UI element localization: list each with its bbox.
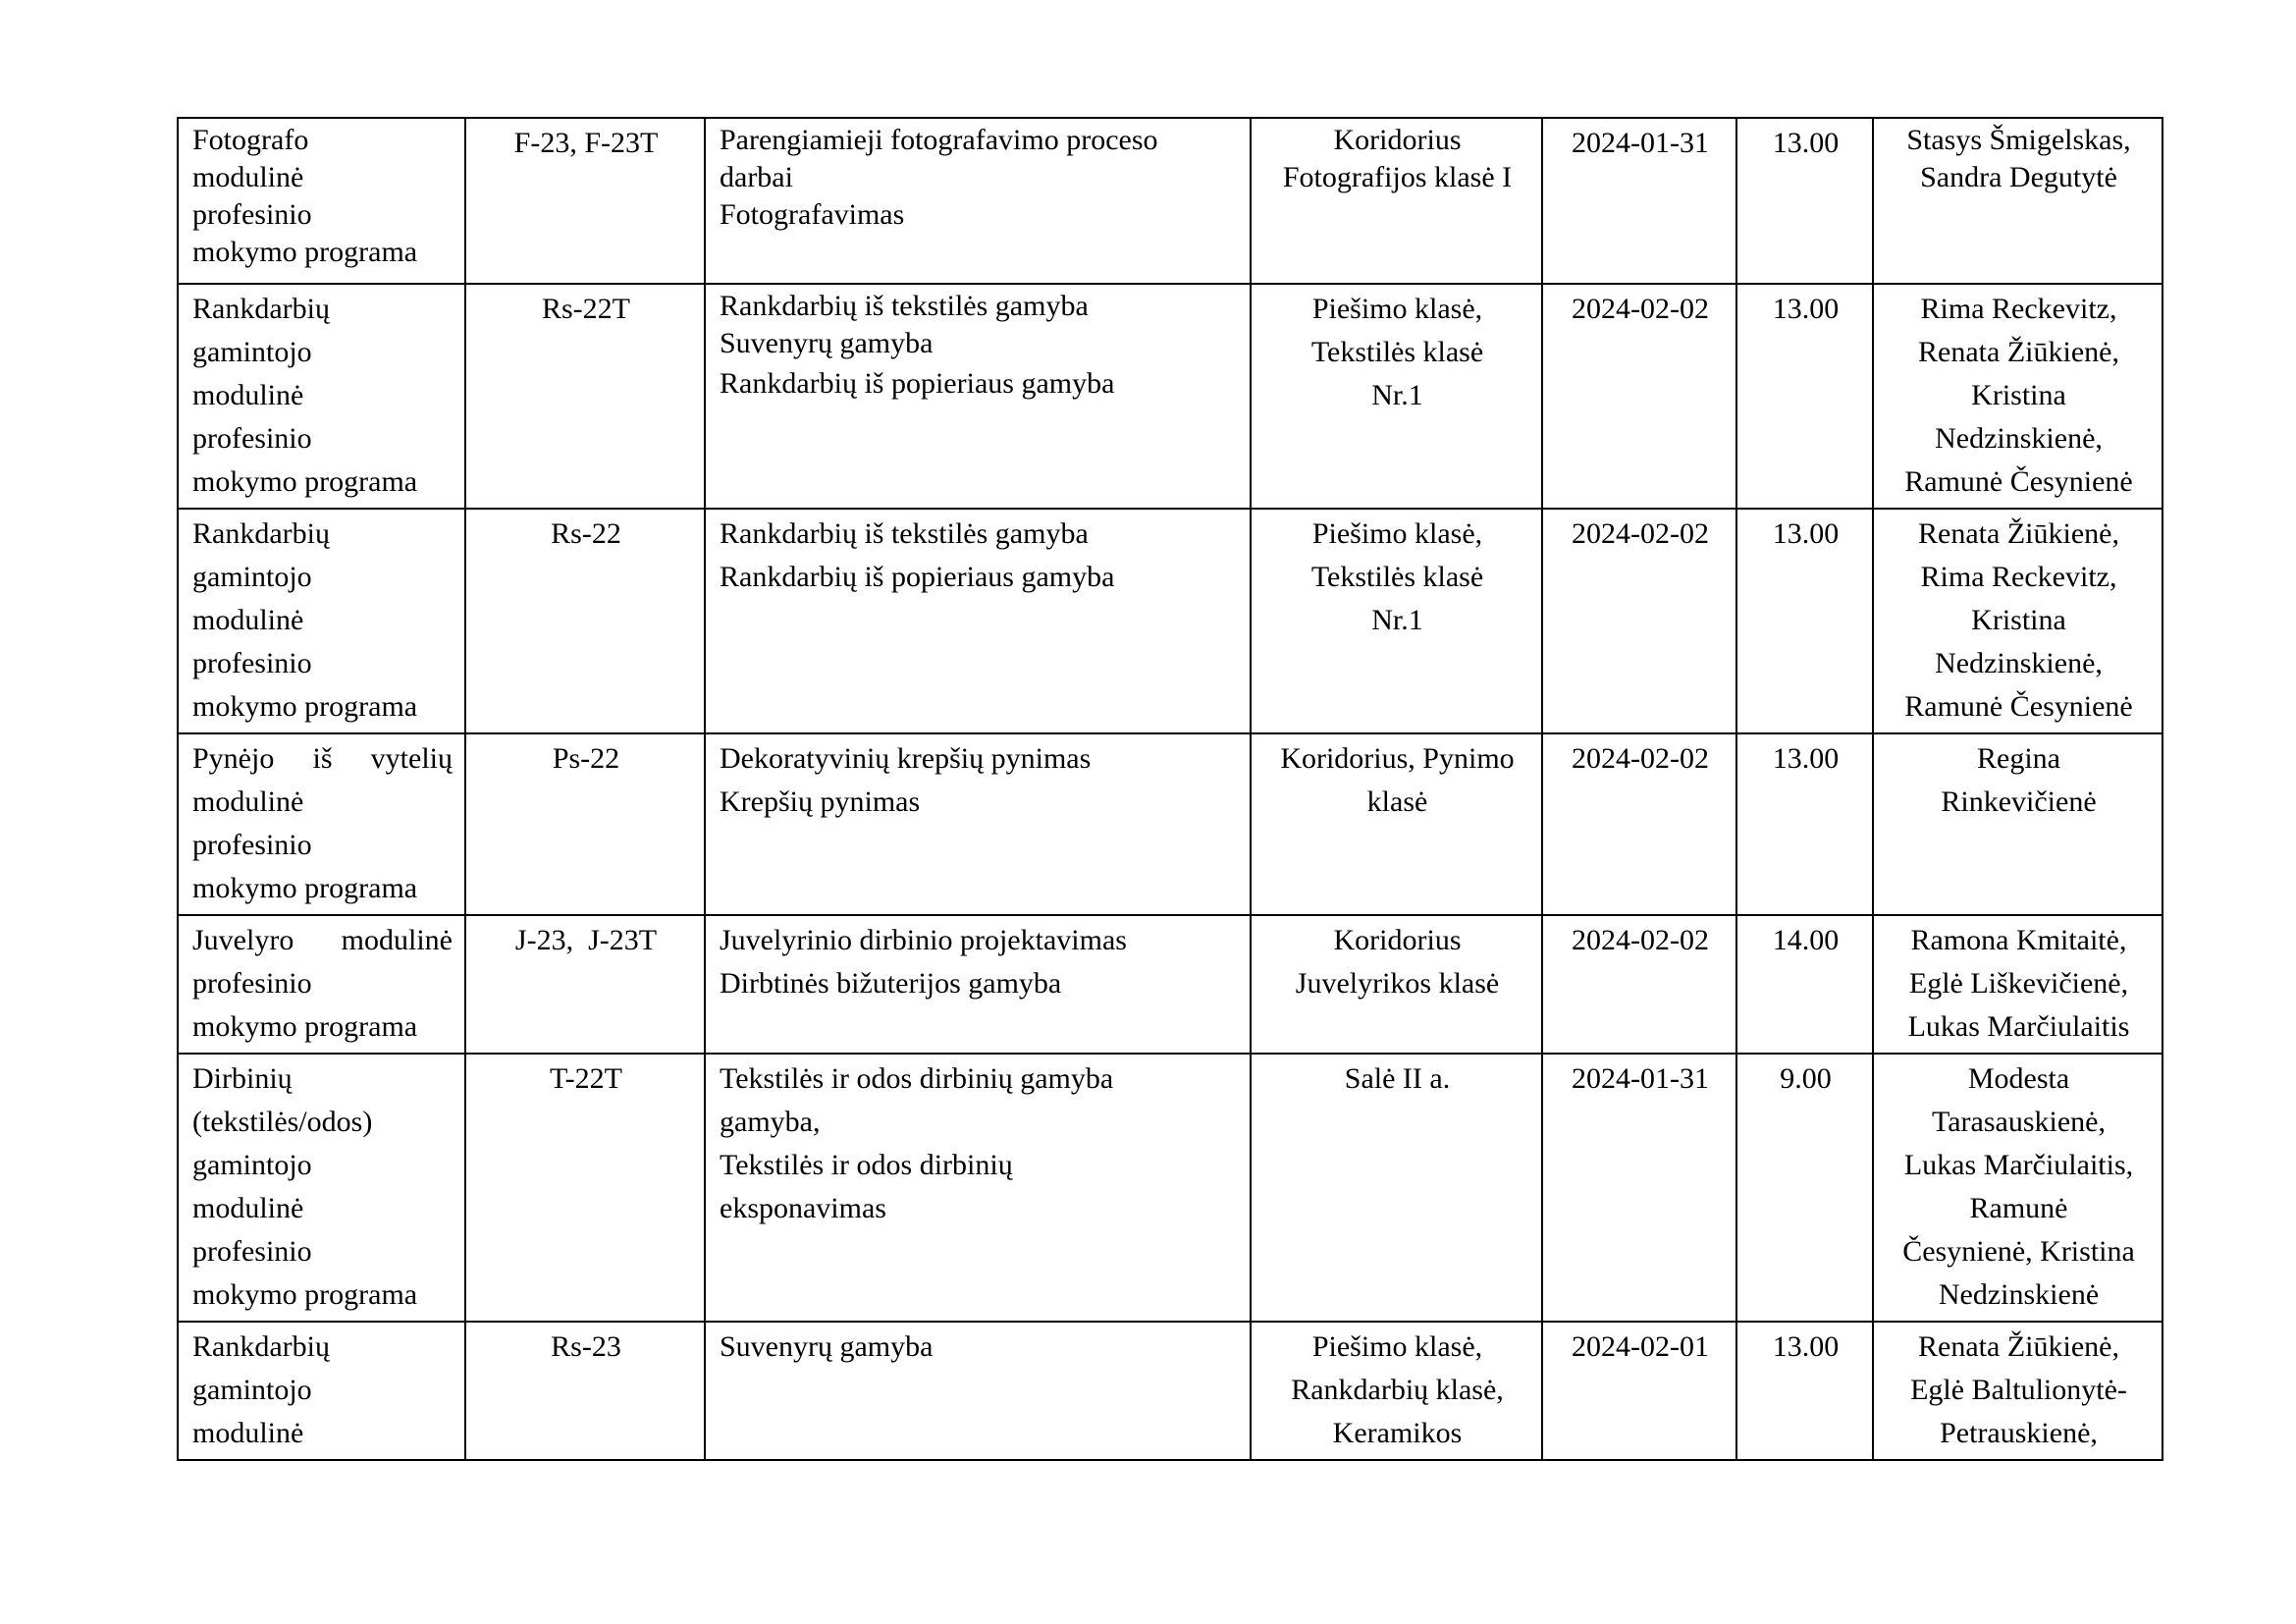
- room-line: Piešimo klasė,: [1311, 517, 1483, 550]
- program-cell: [178, 118, 465, 284]
- module-line: Dekoratyvinių krepšių pynimas: [720, 742, 1092, 775]
- program-line: Rankdarbių: [192, 1330, 330, 1363]
- table-row: [178, 1322, 2163, 1460]
- room-line: Salė II a.: [1344, 1062, 1451, 1095]
- person-line: Kristina: [1971, 604, 2066, 636]
- program-line: profesinio: [192, 1235, 312, 1268]
- program-line: Dirbinių: [192, 1062, 293, 1095]
- program-line: mokymo programa: [192, 1010, 418, 1043]
- program-line: gamintojo: [192, 1374, 312, 1406]
- modules-cell: [705, 509, 1251, 733]
- date-cell: 2024-02-02: [1542, 915, 1736, 1054]
- program-line: (tekstilės/odos): [192, 1106, 373, 1138]
- date-cell: 2024-02-01: [1542, 1322, 1736, 1460]
- room-line: Rankdarbių klasė,: [1291, 1374, 1504, 1406]
- people-cell: [1873, 1054, 2163, 1322]
- program-line: Fotografo: [192, 124, 309, 156]
- person-line: Rima Reckevitz,: [1920, 561, 2117, 593]
- program-line: gamintojo: [192, 561, 312, 593]
- table-row: [178, 284, 2163, 509]
- table-row: [178, 733, 2163, 915]
- program-line: mokymo programa: [192, 236, 418, 268]
- group-cell: Ps-22: [465, 733, 705, 915]
- modules-cell: [705, 1054, 1251, 1322]
- program-line: profesinio: [192, 422, 312, 455]
- program-line: modulinė: [192, 785, 304, 818]
- program-line: modulinė: [192, 379, 304, 411]
- program-line: profesinio: [192, 829, 312, 861]
- time-cell: 13.00: [1736, 1322, 1873, 1460]
- module-line: Tekstilės ir odos dirbinių gamyba: [720, 1062, 1114, 1095]
- module-line: Rankdarbių iš tekstilės gamyba: [720, 517, 1089, 550]
- date-cell: 2024-02-02: [1542, 284, 1736, 509]
- program-line: mokymo programa: [192, 872, 418, 904]
- module-line: Rankdarbių iš popieriaus gamyba: [720, 367, 1115, 400]
- person-line: Eglė Baltulionytė-: [1910, 1374, 2127, 1406]
- program-line: modulinė: [192, 1417, 304, 1449]
- time-cell: 13.00: [1736, 509, 1873, 733]
- person-line: Nedzinskienė: [1938, 1278, 2100, 1311]
- program-line: Juvelyro modulinė: [192, 924, 453, 956]
- person-line: Ramunė Česynienė: [1904, 465, 2133, 498]
- person-line: Stasys Šmigelskas,: [1906, 124, 2131, 156]
- program-line: mokymo programa: [192, 465, 418, 498]
- group-cell: Rs-23: [465, 1322, 705, 1460]
- room-line: klasė: [1366, 785, 1428, 818]
- program-line: modulinė: [192, 161, 304, 193]
- table-row: [178, 1054, 2163, 1322]
- table-row: [178, 118, 2163, 284]
- room-cell: [1251, 1322, 1542, 1460]
- person-line: Modesta: [1967, 1062, 2070, 1095]
- room-line: Piešimo klasė,: [1311, 1330, 1483, 1363]
- program-line: profesinio: [192, 647, 312, 679]
- modules-cell: [705, 284, 1251, 509]
- program-line: mokymo programa: [192, 690, 418, 723]
- person-line: Rinkevičienė: [1941, 785, 2097, 818]
- date-cell: 2024-01-31: [1542, 1054, 1736, 1322]
- room-line: Nr.1: [1371, 604, 1423, 636]
- time-cell: 9.00: [1736, 1054, 1873, 1322]
- room-cell: [1251, 1054, 1542, 1322]
- room-line: Koridorius: [1333, 124, 1462, 156]
- people-cell: [1873, 1322, 2163, 1460]
- room-line: Juvelyrikos klasė: [1295, 967, 1500, 1000]
- module-line: Rankdarbių iš tekstilės gamyba: [720, 290, 1089, 322]
- program-line: modulinė: [192, 604, 304, 636]
- program-line: modulinė: [192, 1192, 304, 1224]
- module-line: gamyba,: [720, 1106, 821, 1138]
- person-line: Česynienė, Kristina: [1902, 1235, 2135, 1268]
- room-line: Tekstilės klasė: [1310, 336, 1484, 368]
- program-line: Rankdarbių: [192, 517, 330, 550]
- room-cell: [1251, 509, 1542, 733]
- group-cell: Rs-22: [465, 509, 705, 733]
- room-line: Koridorius, Pynimo: [1280, 742, 1515, 775]
- room-line: Fotografijos klasė I: [1282, 161, 1513, 193]
- program-line: Pynėjo iš vytelių: [192, 742, 453, 775]
- module-line: Fotografavimas: [720, 198, 905, 231]
- person-line: Petrauskienė,: [1940, 1417, 2098, 1449]
- module-line: Rankdarbių iš popieriaus gamyba: [720, 561, 1115, 593]
- module-line: Parengiamieji fotografavimo proceso: [720, 124, 1158, 156]
- modules-cell: [705, 915, 1251, 1054]
- time-cell: 13.00: [1736, 118, 1873, 284]
- time-cell: 13.00: [1736, 284, 1873, 509]
- modules-cell: [705, 118, 1251, 284]
- person-line: Sandra Degutytė: [1920, 161, 2117, 193]
- module-line: darbai: [720, 161, 793, 193]
- room-cell: [1251, 118, 1542, 284]
- module-line: Suvenyrų gamyba: [720, 1330, 934, 1363]
- person-line: Eglė Liškevičienė,: [1908, 967, 2129, 1000]
- module-line: eksponavimas: [720, 1192, 886, 1224]
- program-cell: [178, 1322, 465, 1460]
- person-line: Renata Žiūkienė,: [1918, 1330, 2119, 1363]
- program-line: profesinio: [192, 198, 312, 231]
- date-cell: 2024-01-31: [1542, 118, 1736, 284]
- person-line: Nedzinskienė,: [1935, 422, 2103, 455]
- module-line: Suvenyrų gamyba: [720, 327, 934, 359]
- person-line: Ramona Kmitaitė,: [1910, 924, 2127, 956]
- room-line: Tekstilės klasė: [1310, 561, 1484, 593]
- person-line: Nedzinskienė,: [1935, 647, 2103, 679]
- modules-cell: [705, 733, 1251, 915]
- room-cell: [1251, 284, 1542, 509]
- program-cell: [178, 509, 465, 733]
- group-cell: F-23, F-23T: [465, 118, 705, 284]
- person-line: Tarasauskienė,: [1932, 1106, 2106, 1138]
- group-cell: Rs-22T: [465, 284, 705, 509]
- people-cell: [1873, 915, 2163, 1054]
- group-cell: J-23, J-23T: [465, 915, 705, 1054]
- program-line: profesinio: [192, 967, 312, 1000]
- room-line: Piešimo klasė,: [1311, 293, 1483, 325]
- modules-cell: [705, 1322, 1251, 1460]
- people-cell: [1873, 733, 2163, 915]
- program-cell: [178, 915, 465, 1054]
- room-cell: [1251, 733, 1542, 915]
- people-cell: [1873, 284, 2163, 509]
- person-line: Renata Žiūkienė,: [1918, 517, 2119, 550]
- date-cell: 2024-02-02: [1542, 509, 1736, 733]
- time-cell: 14.00: [1736, 915, 1873, 1054]
- module-line: Dirbtinės bižuterijos gamyba: [720, 967, 1062, 1000]
- module-line: Tekstilės ir odos dirbinių: [720, 1149, 1013, 1181]
- person-line: Rima Reckevitz,: [1920, 293, 2117, 325]
- person-line: Ramunė: [1969, 1192, 2068, 1224]
- people-cell: [1873, 118, 2163, 284]
- people-cell: [1873, 509, 2163, 733]
- room-line: Keramikos: [1332, 1417, 1463, 1449]
- program-cell: [178, 1054, 465, 1322]
- person-line: Ramunė Česynienė: [1904, 690, 2133, 723]
- date-cell: 2024-02-02: [1542, 733, 1736, 915]
- room-line: Koridorius: [1333, 924, 1462, 956]
- person-line: Kristina: [1971, 379, 2066, 411]
- group-cell: T-22T: [465, 1054, 705, 1322]
- table-row: [178, 915, 2163, 1054]
- program-cell: [178, 284, 465, 509]
- time-cell: 13.00: [1736, 733, 1873, 915]
- table-row: [178, 509, 2163, 733]
- module-line: Juvelyrinio dirbinio projektavimas: [720, 924, 1127, 956]
- program-line: Rankdarbių: [192, 293, 330, 325]
- program-line: gamintojo: [192, 1149, 312, 1181]
- room-cell: [1251, 915, 1542, 1054]
- person-line: Renata Žiūkienė,: [1918, 336, 2119, 368]
- program-line: mokymo programa: [192, 1278, 418, 1311]
- room-line: Nr.1: [1371, 379, 1423, 411]
- person-line: Lukas Marčiulaitis: [1907, 1010, 2130, 1043]
- exam-schedule-table: [177, 117, 2163, 1461]
- person-line: Regina: [1977, 742, 2060, 775]
- person-line: Lukas Marčiulaitis,: [1903, 1149, 2134, 1181]
- program-cell: [178, 733, 465, 915]
- module-line: Krepšių pynimas: [720, 785, 921, 818]
- program-line: gamintojo: [192, 336, 312, 368]
